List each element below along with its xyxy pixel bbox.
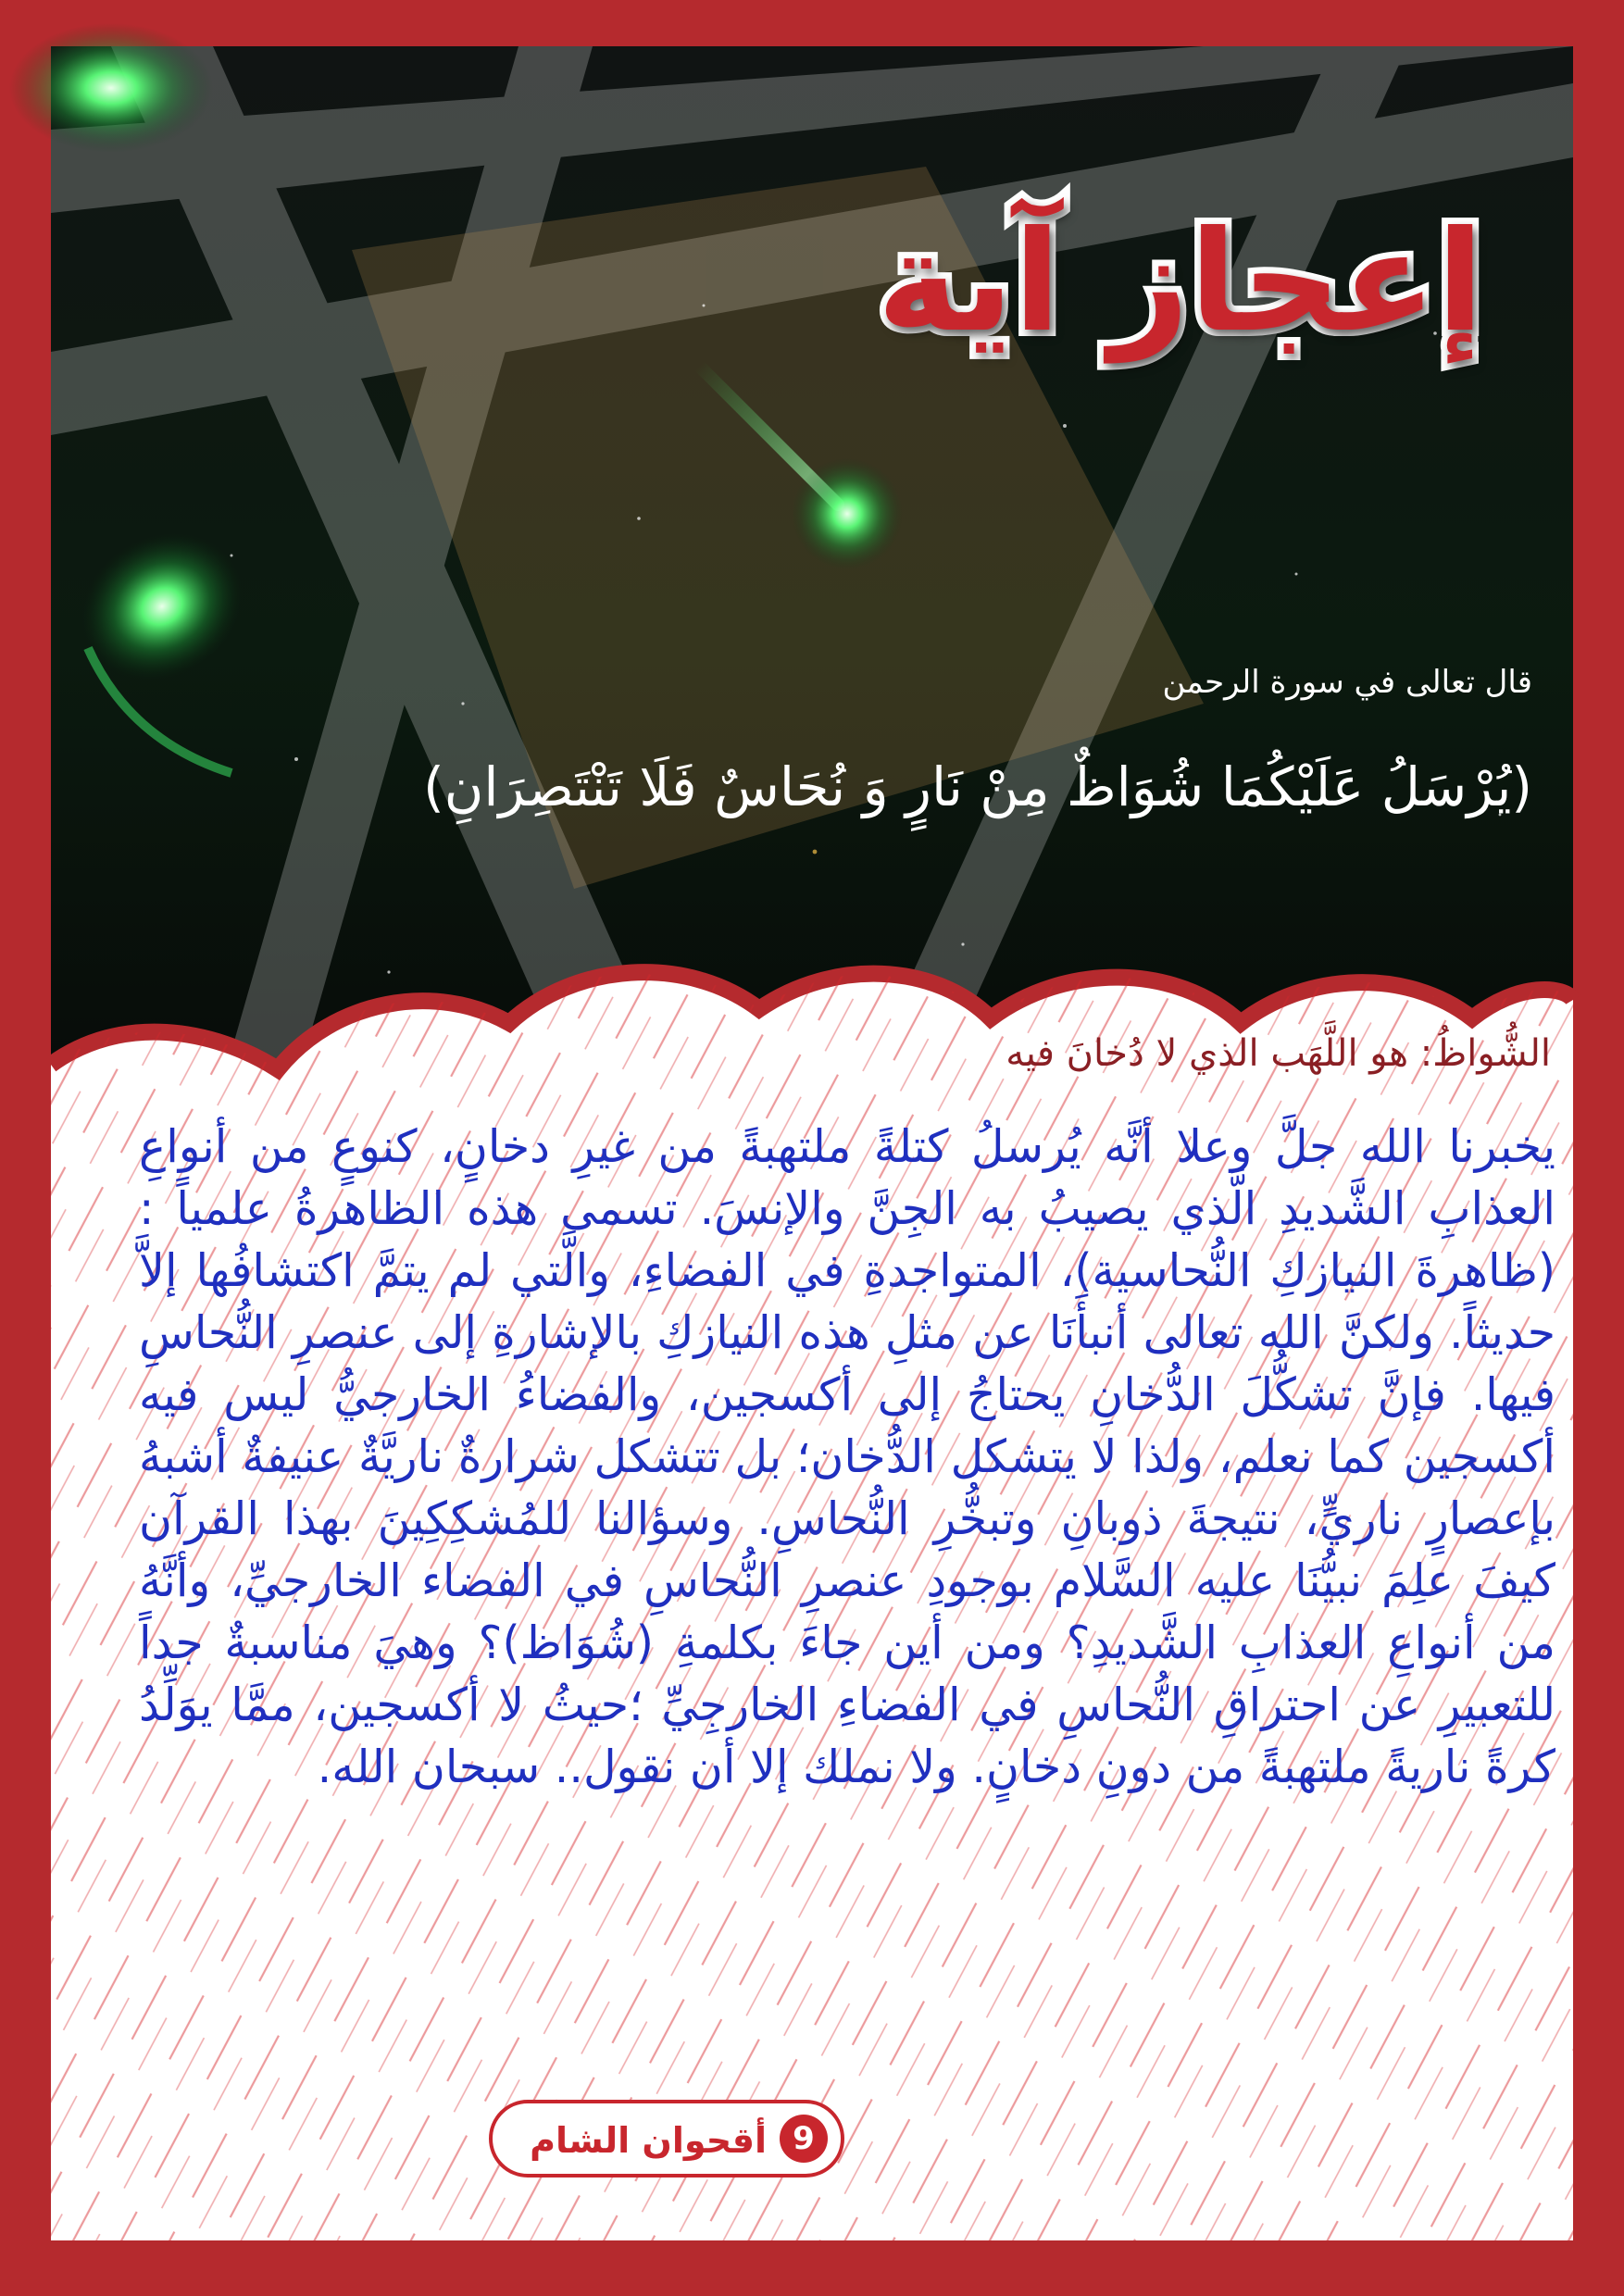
page-title: إعجاز آية <box>877 202 1484 363</box>
page-footer-badge <box>489 2100 844 2177</box>
meteor-top-left <box>9 23 213 153</box>
magazine-name: أقحوان الشام <box>530 2120 767 2161</box>
quran-verse: (يُرْسَلُ عَلَيْكُمَا شُوَاظٌ مِنْ نَارٍ وَ نُحَاسٌ فَلَا تَنْتَصِرَانِ) <box>423 755 1532 818</box>
article-body: يخبرنا الله جلَّ وعلا أنَّه يُرسلُ كتلةً ملتهبةً من غيرِ دخانٍ، كنوعٍ من أنواعِ العذابِ الشَّديدِ الَّذي يصيبُ به الجِنَّ والإنسَ. تسمى هذه الظاهرةُ علمياً : (ظاهرةَ النيازكِ النُّحاسية)، المتواجدةِ في الفضاءِ، والَّتي لم يتمَّ اكتشافُها إلاَّ حديثاً. ولكنَّ الله تعالى أنبأَنَا عن مثلِ هذه النيازكِ بالإشارةِ إلى عنصرِ النُّحاسِ فيها. فإنَّ تشكُّلَ الدُّخانِ يحتاجُ إلى أكسجين، والفضاءُ الخارجيُّ ليس فيه أكسجين كما نعلم، ولذا لا يتشكل الدُّخان؛ بل تتشكل شرارةٌ ناريَّةٌ عنيفةٌ أشبهُ بإعصارٍ ناريٍّ، نتيجةَ ذوبانِ وتبخُّرِ النُّحاسِ. وسؤالنا للمُشكِكِينَ بهذا القرآن كيفَ علِمَ نبيُّنَا عليه السَّلام بوجودِ عنصرِ النُّحاسِ في الفضاء الخارجيِّ، وأنَّهُ من أنواعِ العذابِ الشَّديدِ؟ ومن أين جاءَ بكلمةِ (شُوَاظ)؟ وهيَ مناسبةٌ جداً للتعبيرِ عن احتراقِ النُّحاسِ في الفضاءِ الخارجِيِّ ؛حيثُ لا أكسجين، ممَّا يوَلِّدُ كرةً ناريةً ملتهبةً من دونِ دخانٍ. ولا نملك إلا أن نقول.. سبحان الله. <box>139 1120 1555 1793</box>
word-definition: الشُّواظُ: هو اللَّهَب الذي لا دُخانَ فيه <box>1006 1032 1551 1075</box>
verse-intro: قال تعالى في سورة الرحمن <box>1162 664 1532 701</box>
page-number: 9 <box>780 2115 828 2163</box>
